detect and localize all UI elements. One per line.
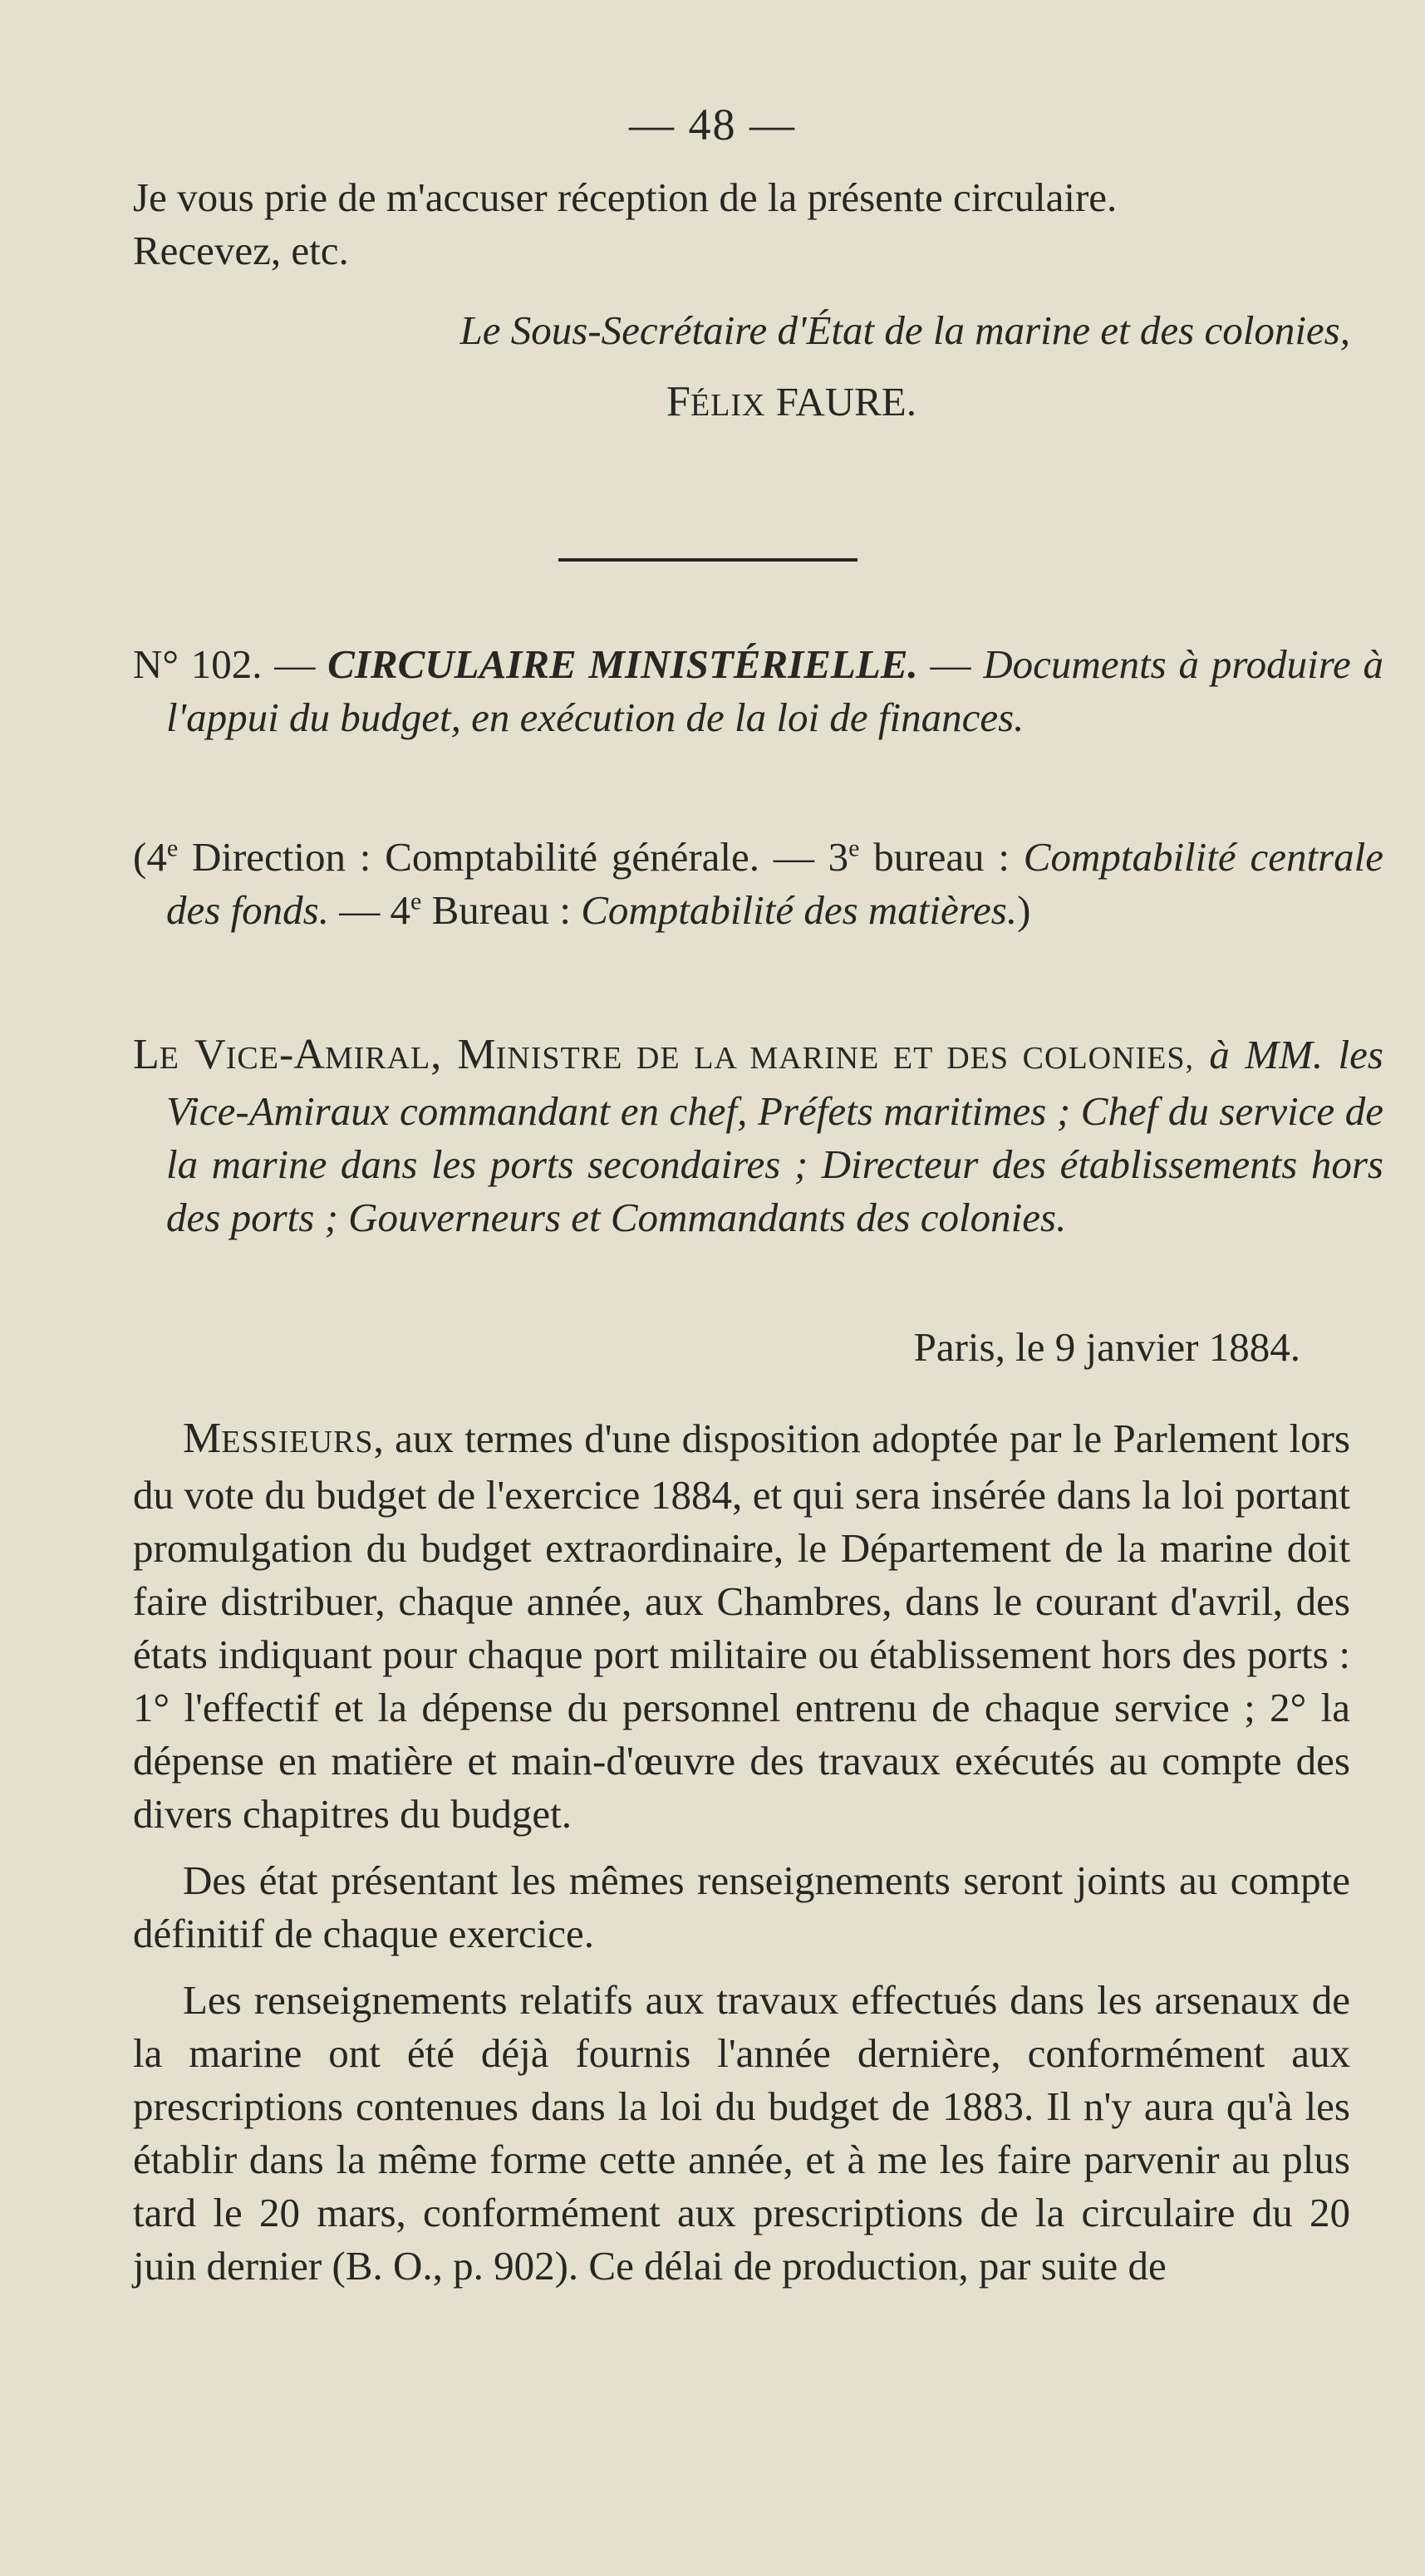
signature-title: Le Sous-Secrétaire d'État de la marine et des colonies, <box>459 307 1350 353</box>
page-number: — 48 — <box>629 100 796 150</box>
address-recipients: à MM. les Vice-Amiraux commandant en chef, Préfets maritimes ; Chef du service de la marine dans les ports secondaires ; Directeur des établissements hors des ports ; Gouverneurs et Commandants des colonies. <box>166 1032 1383 1240</box>
circular-number: N° 102. <box>133 641 263 687</box>
dateline: Paris, le 9 janvier 1884. <box>913 1324 1300 1370</box>
closing-block <box>133 171 1350 432</box>
body-paragraph-3: Les renseignements relatifs aux travaux effectués dans les arsenaux de la marine ont été déjà fournis l'année dernière, conformément aux prescriptions contenues dans la loi du budget de 1883. Il n'y aura qu'à les établir dans la même forme cette année, et à me les faire parvenir au plus tard le 20 mars, conformément aux prescriptions de la circulaire du 20 juin dernier (B. O., p. 902). Ce délai de production, par suite de <box>133 1977 1350 2289</box>
direction-text: (4e Direction : Comptabilité générale. — 3e bureau : Comptabilité centrale des fonds. — 4e Bureau : Comptabilité des matières.) <box>133 834 1383 933</box>
closing-line-1: Je vous prie de m'accuser réception de la présente circulaire. <box>133 174 1118 220</box>
circular-heading <box>133 638 1383 744</box>
address-block <box>133 1028 1383 1244</box>
body-paragraph-1: MESSIEURS, aux termes d'une disposition adoptée par le Parlement lors du vote du budget de l'exercice 1884, et qui sera insérée dans la loi portant promulgation du budget extraordinaire, le Département de la marine doit faire distribuer, chaque année, aux Chambres, dans le courant d'avril, des états indiquant pour chaque port militaire ou établissement hors des ports : 1° l'effectif et la dépense du personnel entrenu de chaque service ; 2° la dépense en matière et main-d'œuvre des travaux exécutés au compte des divers chapitres du budget. <box>133 1415 1350 1837</box>
address-text: LE VICE-AMIRAL, MINISTRE DE LA MARINE ET DES COLONIES, à MM. les Vice-Amiraux commandant en chef, Préfets maritimes ; Chef du service de la marine dans les ports secondaires ; Directeur des établissements hors des ports ; Gouverneurs et Commandants des colonies. <box>133 1031 1383 1240</box>
circular-heading-text: N° 102. — CIRCULAIRE MINISTÉRIELLE. — Documents à produire à l'appui du budget, en exécution de la loi de finances. <box>133 641 1384 740</box>
body-text <box>133 1412 1350 2293</box>
section-divider <box>558 558 857 562</box>
circular-subject: Documents à produire à l'appui du budget, en exécution de la loi de finances. <box>166 641 1384 740</box>
signature-name: FÉLIX FAURE. <box>666 378 916 425</box>
body-paragraph-2: Des état présentant les mêmes renseignements seront joints au compte définitif de chaque exercice. <box>133 1857 1350 1956</box>
direction-block <box>133 831 1383 937</box>
circular-type: CIRCULAIRE MINISTÉRIELLE. <box>327 641 918 687</box>
closing-line-2: Recevez, etc. <box>133 228 349 273</box>
